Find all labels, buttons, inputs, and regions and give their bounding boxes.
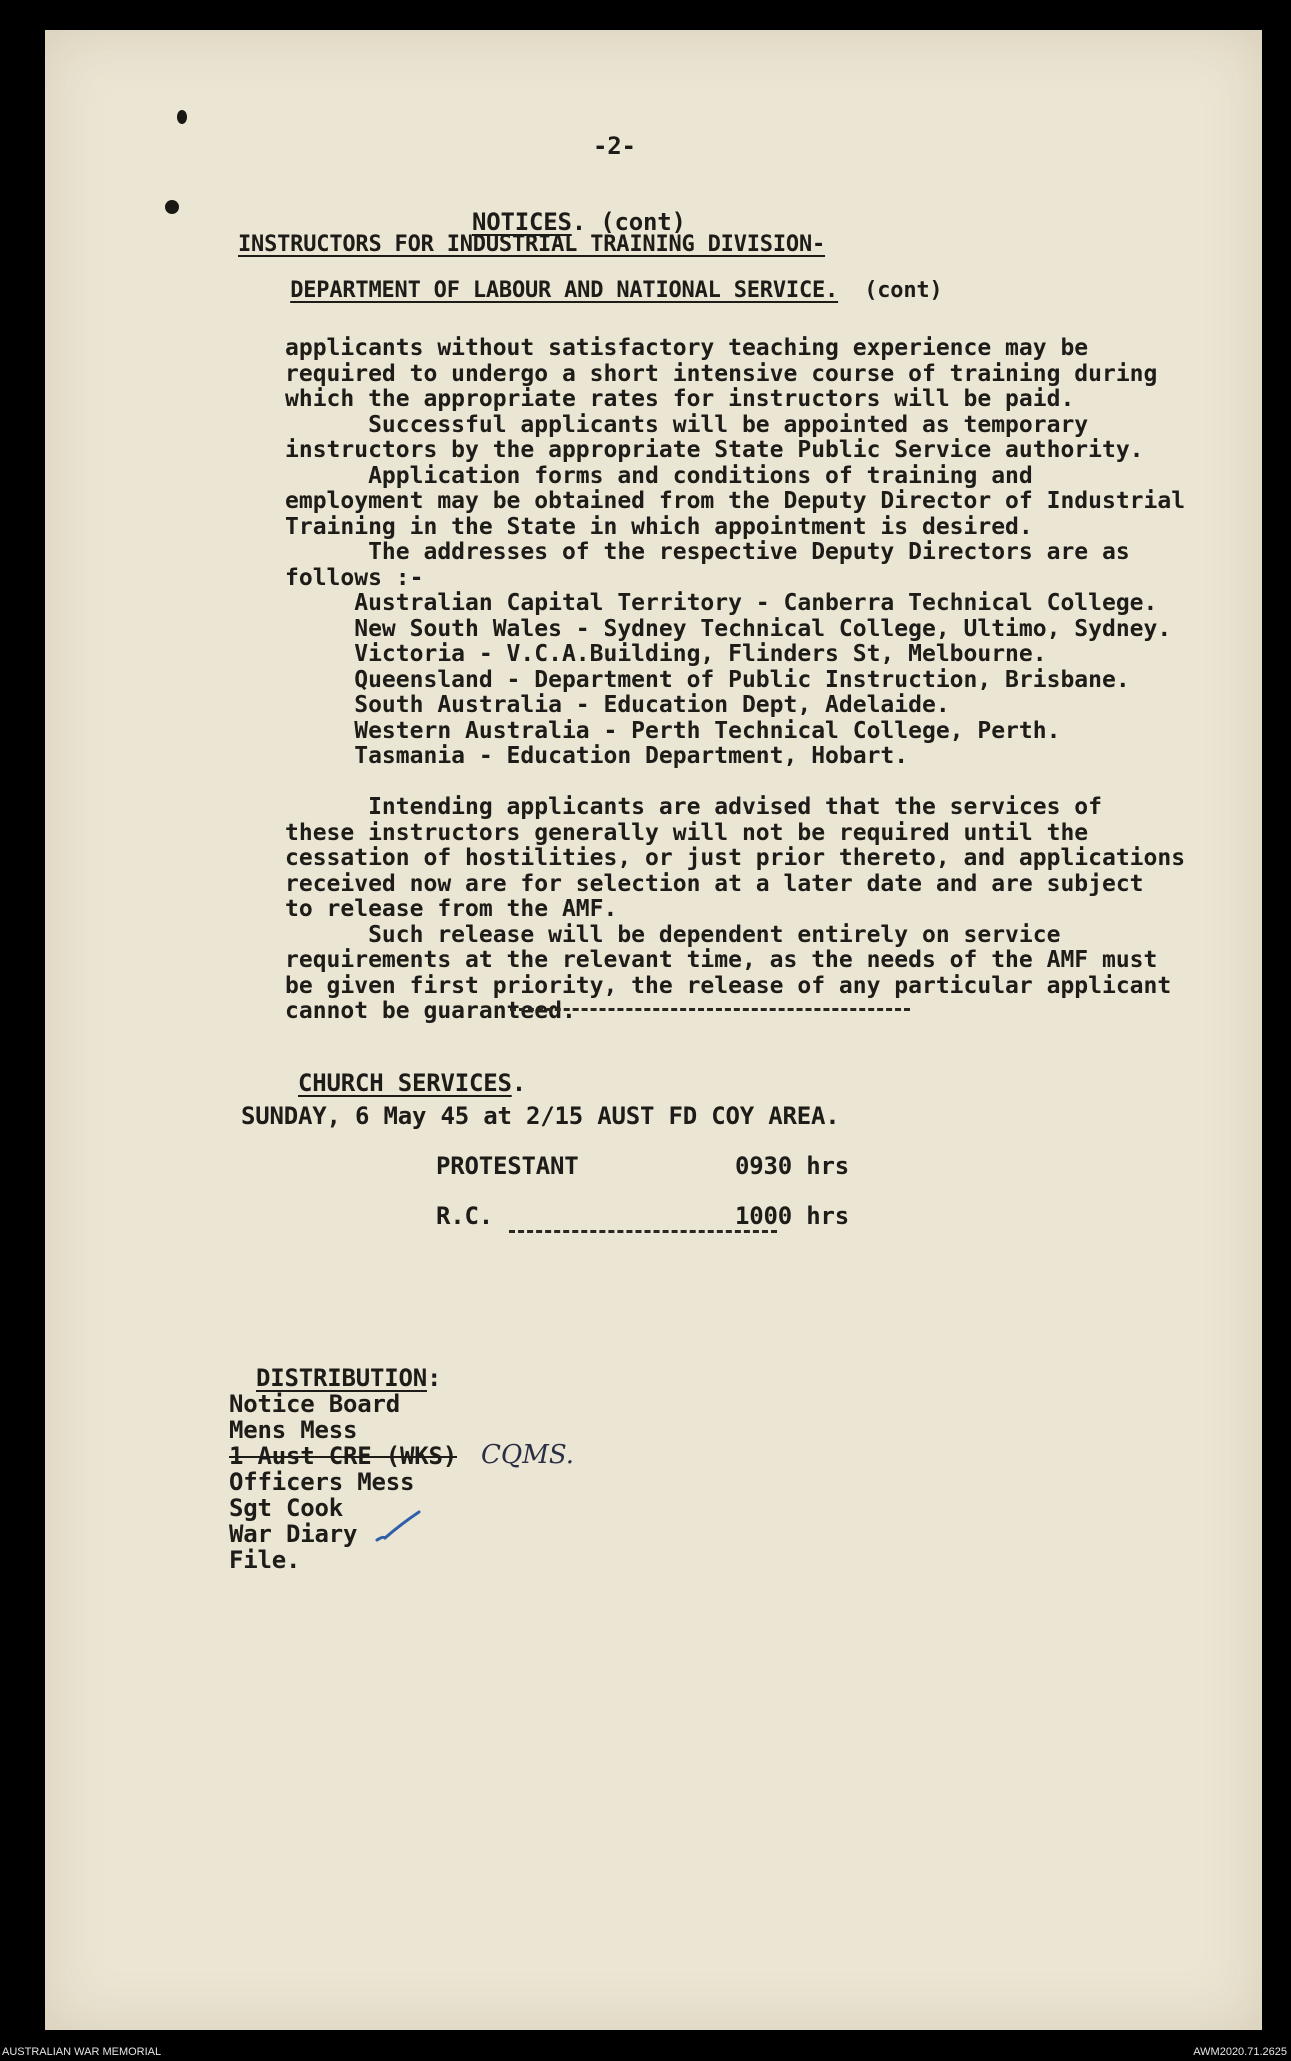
body-line: Training in the State in which appointment is desired. bbox=[285, 513, 1033, 540]
footer-right: AWM2020.71.2625 bbox=[1193, 2046, 1287, 2058]
notices-suffix: . (cont) bbox=[571, 208, 686, 236]
notice-body bbox=[285, 336, 1185, 1025]
body-line: applicants without satisfactory teaching experience may be bbox=[285, 335, 1089, 361]
body-line: follows :- bbox=[285, 564, 424, 591]
body-line: New South Wales - Sydney Technical College, Ultimo, Sydney. bbox=[285, 615, 1172, 642]
service-rc-name: R.C. bbox=[436, 1202, 493, 1230]
body-line: Tasmania - Education Department, Hobart. bbox=[285, 743, 909, 769]
church-title: CHURCH SERVICES bbox=[298, 1069, 512, 1097]
subheading-line-2-text: DEPARTMENT OF LABOUR AND NATIONAL SERVICE. bbox=[290, 278, 839, 303]
body-line: cannot be guaranteed. bbox=[285, 998, 576, 1024]
handwritten-note: CQMS. bbox=[481, 1440, 574, 1470]
church-date-line: SUNDAY, 6 May 45 at 2/15 AUST FD COY AREA. bbox=[241, 1102, 840, 1130]
service-rc-time: 1000 hrs bbox=[735, 1202, 849, 1230]
distribution-item: File. bbox=[229, 1546, 301, 1574]
body-line: these instructors generally will not be required until the bbox=[285, 819, 1089, 846]
body-line: Successful applicants will be appointed as temporary bbox=[285, 411, 1089, 438]
distribution-item-struck: 1 Aust CRE (WKS) bbox=[229, 1442, 457, 1470]
footer-left: AUSTRALIAN WAR MEMORIAL bbox=[2, 2046, 162, 2058]
distribution-item: Mens Mess bbox=[229, 1416, 358, 1444]
page-number: -2- bbox=[593, 132, 636, 160]
distribution-item: Sgt Cook bbox=[229, 1494, 343, 1522]
distribution-item: Officers Mess bbox=[229, 1468, 415, 1496]
body-line: Western Australia - Perth Technical College, Perth. bbox=[285, 717, 1061, 744]
check-mark-icon bbox=[373, 1508, 423, 1548]
distribution-heading-suffix: : bbox=[427, 1364, 442, 1392]
service-protestant-time: 0930 hrs bbox=[735, 1152, 849, 1180]
church-heading-suffix: . bbox=[511, 1069, 526, 1097]
body-line: cessation of hostilities, or just prior thereto, and applications bbox=[285, 845, 1186, 871]
body-line: to release from the AMF. bbox=[285, 896, 618, 922]
body-line: which the appropriate rates for instructors will be paid. bbox=[285, 386, 1075, 412]
subheading-line-2 bbox=[238, 258, 942, 324]
separator-2 bbox=[509, 1230, 777, 1233]
body-line: South Australia - Education Dept, Adelaide. bbox=[285, 692, 950, 718]
body-line: Application forms and conditions of training and bbox=[285, 462, 1033, 489]
body-line: Australian Capital Territory - Canberra Technical College. bbox=[285, 590, 1158, 616]
body-line: Queensland - Department of Public Instruction, Brisbane. bbox=[285, 666, 1130, 693]
distribution-item: War Diary bbox=[229, 1520, 358, 1548]
distribution-title: DISTRIBUTION bbox=[256, 1364, 427, 1392]
distribution-item: Notice Board bbox=[229, 1390, 400, 1418]
punch-hole-middle bbox=[165, 200, 179, 214]
subheading-suffix: (cont) bbox=[864, 278, 943, 303]
body-line: Such release will be dependent entirely on service bbox=[285, 921, 1061, 948]
body-line: Victoria - V.C.A.Building, Flinders St, Melbourne. bbox=[285, 641, 1047, 667]
body-line: received now are for selection at a later date and are subject bbox=[285, 870, 1144, 897]
body-line: employment may be obtained from the Deputy Director of Industrial bbox=[285, 488, 1186, 514]
service-protestant-name: PROTESTANT bbox=[436, 1152, 579, 1180]
document-page bbox=[45, 30, 1262, 2030]
body-line: requirements at the relevant time, as the needs of the AMF must bbox=[285, 947, 1158, 973]
body-line: required to undergo a short intensive course of training during bbox=[285, 360, 1158, 387]
body-line: The addresses of the respective Deputy Directors are as bbox=[285, 539, 1130, 565]
notices-title: NOTICES bbox=[472, 208, 572, 236]
subheading-line-1: INSTRUCTORS FOR INDUSTRIAL TRAINING DIVISION- bbox=[238, 232, 826, 257]
body-line: be given first priority, the release of any particular applicant bbox=[285, 972, 1172, 999]
separator-1 bbox=[510, 1008, 910, 1011]
body-line: Intending applicants are advised that the services of bbox=[285, 794, 1102, 820]
body-line: instructors by the appropriate State Public Service authority. bbox=[285, 437, 1144, 463]
punch-hole-top bbox=[177, 110, 187, 124]
